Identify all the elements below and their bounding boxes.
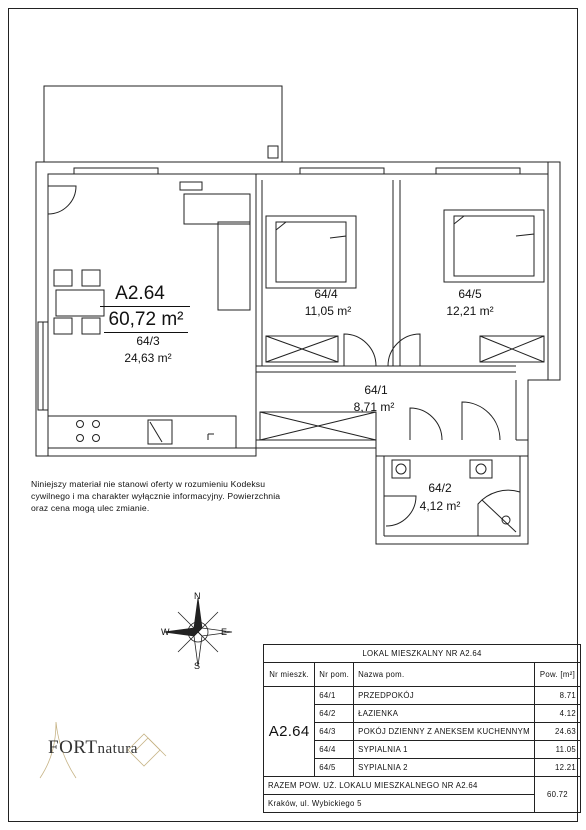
room-area: 11,05 m² [304,304,352,318]
room-code: 64/2 [428,481,452,495]
disclaimer-line: Niniejszy materiał nie stanowi oferty w rozumieniu Kodeksu [31,479,266,489]
bed-2 [444,210,544,282]
disclaimer-line: oraz cena mogą ulec zmianie. [31,503,150,513]
room-area-cell: 24.63 [534,723,580,741]
unit-divider [100,306,190,307]
room-area: 8,71 m² [353,400,395,414]
header-room-name: Nazwa pom. [354,663,535,687]
total-label: RAZEM POW. UŻ. LOKALU MIESZKALNEGO NR A2.64 [264,777,535,795]
compass-e: E [221,627,228,637]
kitchen-counter [48,416,236,448]
unit-id-cell: A2.64 [264,687,315,777]
logo-part2: natura [97,741,138,757]
room-area: 4,12 m² [419,499,461,513]
header-unit: Nr mieszk. [264,663,315,687]
disclaimer [31,478,331,514]
room-name-cell: POKÓJ DZIENNY Z ANEKSEM KUCHENNYM [354,723,535,741]
room-area-cell: 8.71 [534,687,580,705]
table-title: LOKAL MIESZKALNY NR A2.64 [264,645,581,663]
toilet [470,460,492,478]
room-code: 64/1 [364,383,388,397]
rooms-table [263,644,581,813]
window [436,168,520,174]
room-no-cell: 64/3 [315,723,354,741]
room-area-cell: 11.05 [534,741,580,759]
sofa [184,194,250,224]
unit-id: A2.64 [115,283,165,304]
unit-divider-2 [104,332,188,333]
compass-n: N [194,591,201,601]
room-no-cell: 64/5 [315,759,354,777]
room-no-cell: 64/2 [315,705,354,723]
window [300,168,384,174]
room-area: 24,63 m² [124,351,172,365]
logo-part1: FORT [48,737,98,758]
shower [478,490,520,536]
room-name-cell: SYPIALNIA 2 [354,759,535,777]
unit-area: 60,72 m² [108,309,184,330]
header-area: Pow. [m²] [534,663,580,687]
room-name-cell: SYPIALNIA 1 [354,741,535,759]
room-area: 12,21 m² [446,304,494,318]
window [74,168,158,174]
header-room-no: Nr pom. [315,663,354,687]
address: Kraków, ul. Wybickiego 5 [264,795,535,813]
room-area-cell: 12.21 [534,759,580,777]
room-name-cell: ŁAZIENKA [354,705,535,723]
compass-w: W [161,627,170,637]
room-area-cell: 4.12 [534,705,580,723]
total-value: 60.72 [534,777,580,813]
table-row [264,687,581,705]
room-no-cell: 64/1 [315,687,354,705]
room-no-cell: 64/4 [315,741,354,759]
balcony [44,86,282,162]
unit-area-label [98,310,194,329]
compass-s: S [194,661,201,671]
logo [48,737,138,759]
room-code: 64/5 [458,287,482,301]
room-code: 64/3 [136,334,160,348]
dining-table [56,290,104,316]
disclaimer-line: cywilnego i ma charakter wyłącznie informacyjny. Powierzchnia [31,491,281,501]
sink [392,460,410,478]
room-code: 64/4 [314,287,338,301]
room-name-cell: PRZEDPOKÓJ [354,687,535,705]
unit-label [100,284,180,303]
